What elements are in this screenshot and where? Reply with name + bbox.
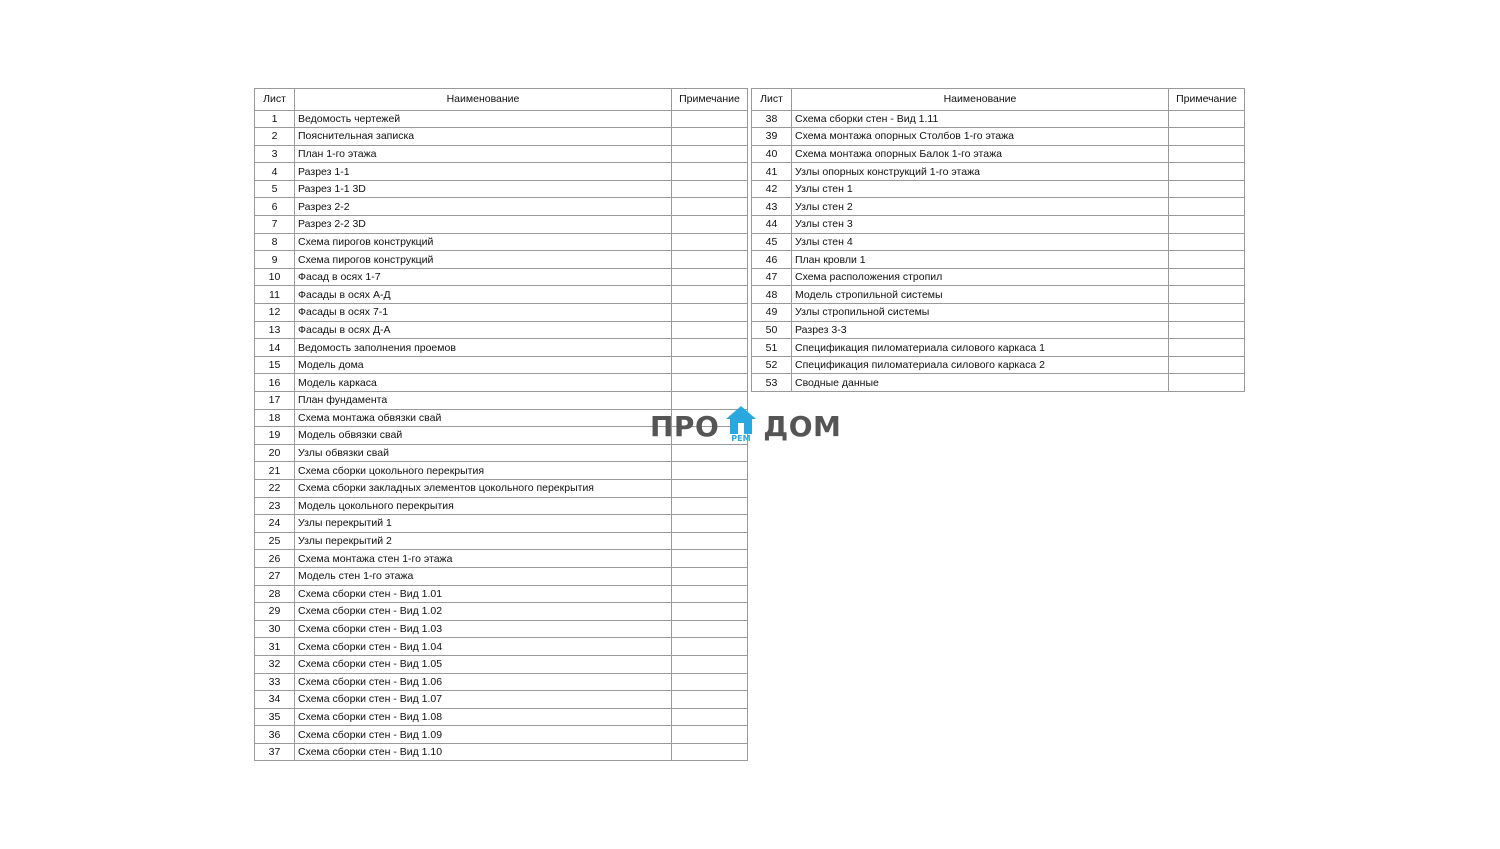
- sheet-name-cell: Фасад в осях 1-7: [295, 268, 672, 286]
- sheet-note-cell: [672, 603, 748, 621]
- sheet-number-cell: 32: [255, 655, 295, 673]
- table-row: [752, 339, 1245, 357]
- sheet-note-cell: [1169, 180, 1245, 198]
- sheet-number-cell: 35: [255, 708, 295, 726]
- sheet-note-cell: [672, 321, 748, 339]
- sheet-name-cell: Схема сборки стен - Вид 1.09: [295, 726, 672, 744]
- sheet-number-cell: 30: [255, 620, 295, 638]
- table-row: [255, 655, 748, 673]
- sheet-note-cell: [1169, 110, 1245, 128]
- sheet-number-cell: 23: [255, 497, 295, 515]
- sheet-note-cell: [1169, 145, 1245, 163]
- sheet-name-cell: Модель обвязки свай: [295, 427, 672, 445]
- table-row: [752, 180, 1245, 198]
- table-row: [255, 691, 748, 709]
- sheet-note-cell: [672, 374, 748, 392]
- sheet-number-cell: 50: [752, 321, 792, 339]
- sheet-name-cell: Схема сборки цокольного перекрытия: [295, 462, 672, 480]
- sheet-number-cell: 21: [255, 462, 295, 480]
- sheet-name-cell: План кровли 1: [792, 251, 1169, 269]
- sheet-name-cell: Разрез 3-3: [792, 321, 1169, 339]
- table-row: [752, 198, 1245, 216]
- sheet-name-cell: Пояснительная записка: [295, 128, 672, 146]
- watermark-text-right: ДОМ: [763, 409, 842, 443]
- sheet-note-cell: [1169, 233, 1245, 251]
- table-row: [255, 462, 748, 480]
- table-row: [752, 321, 1245, 339]
- sheet-name-cell: Модель каркаса: [295, 374, 672, 392]
- sheet-number-cell: 38: [752, 110, 792, 128]
- table-row: [752, 286, 1245, 304]
- sheet-name-cell: Схема сборки стен - Вид 1.10: [295, 743, 672, 761]
- sheet-number-cell: 27: [255, 567, 295, 585]
- table-row: [255, 251, 748, 269]
- sheet-note-cell: [672, 743, 748, 761]
- sheet-number-cell: 1: [255, 110, 295, 128]
- sheet-number-cell: 15: [255, 356, 295, 374]
- header-sheet: Лист: [752, 89, 792, 111]
- sheet-number-cell: 28: [255, 585, 295, 603]
- sheet-name-cell: Схема сборки стен - Вид 1.05: [295, 655, 672, 673]
- sheet-note-cell: [672, 145, 748, 163]
- table-body-left: [255, 110, 751, 761]
- table-row: [752, 304, 1245, 322]
- sheet-number-cell: 46: [752, 251, 792, 269]
- sheet-note-cell: [1169, 198, 1245, 216]
- sheet-number-cell: 24: [255, 515, 295, 533]
- table-header-row: [255, 89, 748, 111]
- sheet-number-cell: 40: [752, 145, 792, 163]
- sheet-name-cell: Схема монтажа опорных Столбов 1-го этажа: [792, 128, 1169, 146]
- table-row: [255, 356, 748, 374]
- sheet-name-cell: Схема сборки стен - Вид 1.02: [295, 603, 672, 621]
- sheet-note-cell: [672, 409, 748, 427]
- table-row: [255, 163, 748, 181]
- sheet-note-cell: [1169, 356, 1245, 374]
- watermark-small-text: РЕМ: [731, 434, 751, 443]
- table-row: [255, 286, 748, 304]
- table-row: [255, 479, 748, 497]
- sheet-number-cell: 14: [255, 339, 295, 357]
- sheet-name-cell: Фасады в осях 7-1: [295, 304, 672, 322]
- table-row: [255, 550, 748, 568]
- sheet-number-cell: 12: [255, 304, 295, 322]
- sheet-name-cell: Ведомость заполнения проемов: [295, 339, 672, 357]
- sheet-note-cell: [672, 691, 748, 709]
- table-row: [752, 356, 1245, 374]
- sheet-name-cell: Схема сборки стен - Вид 1.04: [295, 638, 672, 656]
- sheet-name-cell: Схема монтажа опорных Балок 1-го этажа: [792, 145, 1169, 163]
- table-row: [255, 145, 748, 163]
- sheet-number-cell: 39: [752, 128, 792, 146]
- sheet-name-cell: Фасады в осях А-Д: [295, 286, 672, 304]
- sheet-note-cell: [672, 585, 748, 603]
- sheet-name-cell: Схема пирогов конструкций: [295, 251, 672, 269]
- sheet-note-cell: [672, 708, 748, 726]
- drawing-list-table-left: [254, 88, 751, 761]
- sheet-note-cell: [672, 620, 748, 638]
- sheet-name-cell: Узлы опорных конструкций 1-го этажа: [792, 163, 1169, 181]
- sheet-note-cell: [672, 638, 748, 656]
- header-sheet: Лист: [255, 89, 295, 111]
- table-row: [255, 603, 748, 621]
- sheet-number-cell: 8: [255, 233, 295, 251]
- table-row: [255, 374, 748, 392]
- table-row: [255, 673, 748, 691]
- table-row: [255, 743, 748, 761]
- sheet-number-cell: 5: [255, 180, 295, 198]
- sheet-note-cell: [1169, 374, 1245, 392]
- sheet-note-cell: [672, 673, 748, 691]
- table-row: [255, 304, 748, 322]
- table-row: [255, 392, 748, 410]
- sheet-name-cell: Разрез 2-2 3D: [295, 216, 672, 234]
- watermark-text-left: ПРО: [650, 409, 720, 443]
- sheet-note-cell: [672, 304, 748, 322]
- sheet-name-cell: Фасады в осях Д-А: [295, 321, 672, 339]
- sheet-note-cell: [672, 444, 748, 462]
- sheet-number-cell: 33: [255, 673, 295, 691]
- sheet-name-cell: Модель стропильной системы: [792, 286, 1169, 304]
- table-row: [255, 110, 748, 128]
- table-row: [752, 216, 1245, 234]
- sheet-name-cell: Схема монтажа обвязки свай: [295, 409, 672, 427]
- sheet-note-cell: [672, 427, 751, 445]
- sheet-number-cell: 41: [752, 163, 792, 181]
- sheet-number-cell: 47: [752, 268, 792, 286]
- sheet-number-cell: 22: [255, 479, 295, 497]
- header-name: Наименование: [792, 89, 1169, 111]
- sheet-note-cell: [672, 268, 748, 286]
- table-row: [255, 198, 748, 216]
- table-row: [752, 233, 1245, 251]
- table-row: [255, 427, 748, 445]
- sheet-note-cell: [672, 567, 748, 585]
- sheet-note-cell: [672, 462, 748, 480]
- sheet-number-cell: 4: [255, 163, 295, 181]
- table-row: [255, 233, 748, 251]
- table-row: [752, 163, 1245, 181]
- sheet-name-cell: Схема сборки стен - Вид 1.06: [295, 673, 672, 691]
- table-row: [752, 128, 1245, 146]
- sheet-number-cell: 51: [752, 339, 792, 357]
- sheet-number-cell: 3: [255, 145, 295, 163]
- sheet-name-cell: Схема сборки стен - Вид 1.03: [295, 620, 672, 638]
- sheet-name-cell: Модель дома: [295, 356, 672, 374]
- table-row: [255, 638, 748, 656]
- sheet-name-cell: Разрез 2-2: [295, 198, 672, 216]
- table-row: [752, 251, 1245, 269]
- sheet-number-cell: 10: [255, 268, 295, 286]
- sheet-note-cell: [672, 233, 748, 251]
- sheet-number-cell: 42: [752, 180, 792, 198]
- sheet-number-cell: 25: [255, 532, 295, 550]
- table-row: [255, 515, 748, 533]
- drawing-list-table-right: [751, 88, 1245, 392]
- sheet-note-cell: [672, 655, 748, 673]
- sheet-name-cell: Схема сборки стен - Вид 1.07: [295, 691, 672, 709]
- sheet-name-cell: Разрез 1-1: [295, 163, 672, 181]
- sheet-number-cell: 18: [255, 409, 295, 427]
- sheet-name-cell: Узлы стропильной системы: [792, 304, 1169, 322]
- sheet-name-cell: Узлы стен 3: [792, 216, 1169, 234]
- sheet-number-cell: 2: [255, 128, 295, 146]
- sheet-name-cell: Узлы стен 2: [792, 198, 1169, 216]
- sheet-name-cell: Ведомость чертежей: [295, 110, 672, 128]
- table-row: [255, 567, 748, 585]
- sheet-name-cell: Сводные данные: [792, 374, 1169, 392]
- table-row: [255, 532, 748, 550]
- sheet-number-cell: 36: [255, 726, 295, 744]
- sheet-name-cell: Узлы стен 4: [792, 233, 1169, 251]
- sheet-number-cell: 7: [255, 216, 295, 234]
- sheet-note-cell: [1169, 339, 1245, 357]
- sheet-note-cell: [672, 392, 748, 410]
- sheet-note-cell: [1169, 216, 1245, 234]
- sheet-name-cell: Разрез 1-1 3D: [295, 180, 672, 198]
- table-row: [255, 321, 748, 339]
- table-row: [255, 128, 748, 146]
- sheet-note-cell: [672, 497, 748, 515]
- sheet-number-cell: 9: [255, 251, 295, 269]
- sheet-note-cell: [672, 339, 748, 357]
- sheet-note-cell: [672, 479, 748, 497]
- sheet-name-cell: Схема сборки закладных элементов цокольного перекрытия: [295, 479, 672, 497]
- sheet-note-cell: [672, 110, 748, 128]
- sheet-number-cell: 48: [752, 286, 792, 304]
- table-row: [255, 268, 748, 286]
- table-body-right: [752, 110, 1245, 392]
- table-row: [752, 268, 1245, 286]
- sheet-name-cell: Спецификация пиломатериала силового каркаса 2: [792, 356, 1169, 374]
- sheet-number-cell: 45: [752, 233, 792, 251]
- sheet-name-cell: Модель стен 1-го этажа: [295, 567, 672, 585]
- sheet-number-cell: 13: [255, 321, 295, 339]
- header-note: Примечание: [672, 89, 748, 111]
- sheet-note-cell: [1169, 163, 1245, 181]
- table-row: [255, 216, 748, 234]
- sheet-name-cell: Узлы перекрытий 1: [295, 515, 672, 533]
- sheet-number-cell: 6: [255, 198, 295, 216]
- sheet-name-cell: Узлы перекрытий 2: [295, 532, 672, 550]
- sheet-number-cell: 49: [752, 304, 792, 322]
- table-row: [752, 110, 1245, 128]
- sheet-note-cell: [1169, 268, 1245, 286]
- sheet-number-cell: 52: [752, 356, 792, 374]
- sheet-note-cell: [672, 180, 748, 198]
- sheet-name-cell: Спецификация пиломатериала силового каркаса 1: [792, 339, 1169, 357]
- sheet-number-cell: 34: [255, 691, 295, 709]
- sheet-number-cell: 16: [255, 374, 295, 392]
- sheet-note-cell: [672, 550, 748, 568]
- sheet-note-cell: [672, 128, 748, 146]
- sheet-name-cell: Схема сборки стен - Вид 1.08: [295, 708, 672, 726]
- sheet-name-cell: Схема монтажа стен 1-го этажа: [295, 550, 672, 568]
- sheet-name-cell: Схема сборки стен - Вид 1.01: [295, 585, 672, 603]
- sheet-name-cell: Схема сборки стен - Вид 1.11: [792, 110, 1169, 128]
- sheet-name-cell: План фундамента: [295, 392, 672, 410]
- header-name: Наименование: [295, 89, 672, 111]
- sheet-number-cell: 31: [255, 638, 295, 656]
- sheet-note-cell: [1169, 286, 1245, 304]
- table-row: [255, 444, 748, 462]
- sheet-number-cell: 17: [255, 392, 295, 410]
- sheet-number-cell: 26: [255, 550, 295, 568]
- sheet-note-cell: [672, 726, 748, 744]
- sheet-name-cell: Схема расположения стропил: [792, 268, 1169, 286]
- sheet-note-cell: [672, 216, 748, 234]
- table-row: [255, 726, 748, 744]
- sheet-number-cell: 20: [255, 444, 295, 462]
- sheet-name-cell: Узлы стен 1: [792, 180, 1169, 198]
- sheet-number-cell: 43: [752, 198, 792, 216]
- sheet-note-cell: [672, 286, 748, 304]
- sheet-note-cell: [672, 198, 748, 216]
- sheet-note-cell: [672, 251, 748, 269]
- sheet-name-cell: Модель цокольного перекрытия: [295, 497, 672, 515]
- sheet-number-cell: 29: [255, 603, 295, 621]
- table-header-row: [752, 89, 1245, 111]
- table-row: [255, 585, 748, 603]
- sheet-number-cell: 44: [752, 216, 792, 234]
- table-row: [255, 620, 748, 638]
- sheet-note-cell: [672, 163, 748, 181]
- sheet-number-cell: 11: [255, 286, 295, 304]
- sheet-note-cell: [672, 515, 748, 533]
- table-row: [255, 409, 748, 427]
- table-row: [255, 339, 748, 357]
- sheet-number-cell: 37: [255, 743, 295, 761]
- table-row: [752, 374, 1245, 392]
- sheet-note-cell: [1169, 304, 1245, 322]
- sheet-name-cell: Схема пирогов конструкций: [295, 233, 672, 251]
- sheet-note-cell: [1169, 321, 1245, 339]
- sheet-note-cell: [672, 356, 748, 374]
- sheet-name-cell: План 1-го этажа: [295, 145, 672, 163]
- sheet-name-cell: Узлы обвязки свай: [295, 444, 672, 462]
- sheet-note-cell: [672, 532, 748, 550]
- sheet-number-cell: 19: [255, 427, 295, 445]
- table-row: [255, 708, 748, 726]
- sheet-number-cell: 53: [752, 374, 792, 392]
- table-row: [255, 497, 748, 515]
- table-row: [255, 180, 748, 198]
- table-row: [752, 145, 1245, 163]
- sheet-note-cell: [1169, 128, 1245, 146]
- sheet-note-cell: [1169, 251, 1245, 269]
- header-note: Примечание: [1169, 89, 1245, 111]
